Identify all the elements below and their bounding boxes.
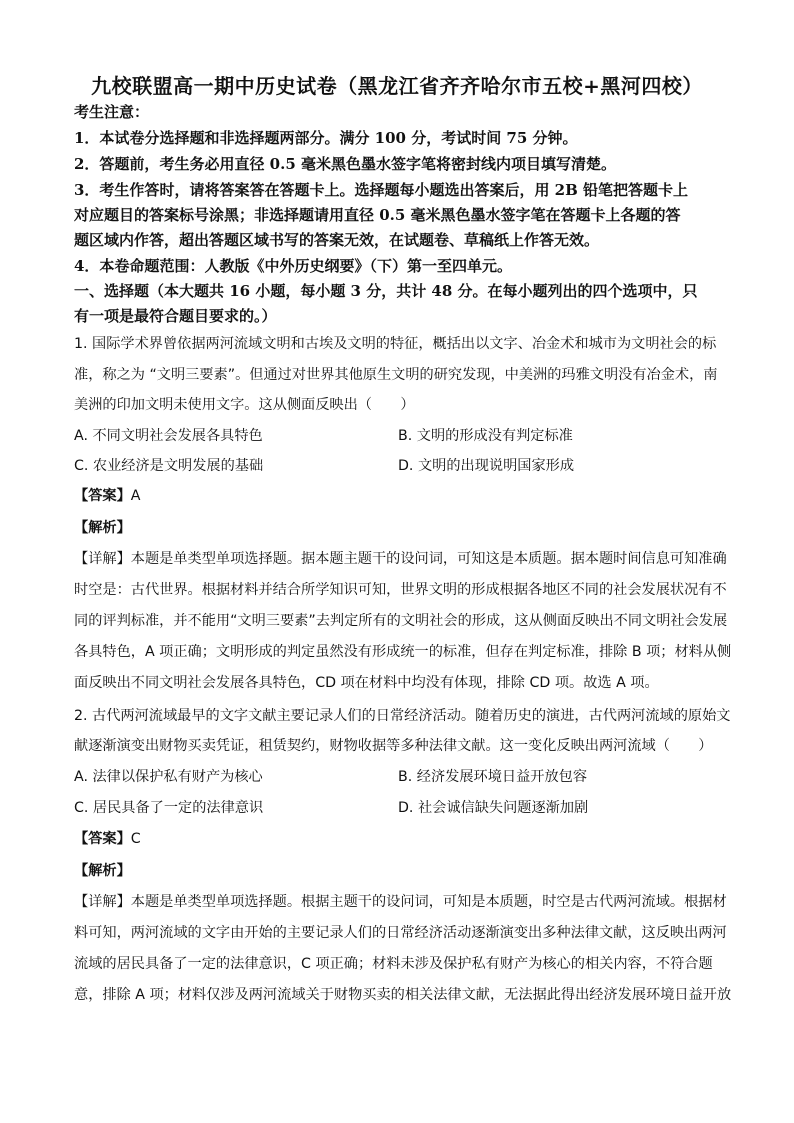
q1-detail-line-3: 同的评判标准，并不能用“文明三要素”去判定所有的文明社会的形成，这从侧面反映出不同文明社会发展 [74, 613, 728, 629]
q2-detail-line-2: 料可知，两河流域的文字由开始的主要记录人们的日常经济活动逐渐演变出多种法律文献，这反映出两河 [74, 925, 727, 941]
q1-analysis-label: 【解析】 [74, 520, 131, 536]
q2-detail-line-4: 意，排除 A 项；材料仅涉及两河流域关于财物买卖的相关法律文献，无法据此得出经济发展环境日益开放 [74, 987, 732, 1003]
page-title: 九校联盟高一期中历史试卷（黑龙江省齐齐哈尔市五校+黑河四校） [91, 74, 703, 98]
notice-line-4: 对应题目的答案标号涂黑；非选择题请用直径 0.5 毫米黑色墨水签字笔在答题卡上各题的答 [74, 206, 681, 224]
notice-line-3: 3．考生作答时，请将答案答在答题卡上。选择题每小题选出答案后，用 2B 铅笔把答题卡上 [74, 181, 689, 199]
notice-line-2: 2．答题前，考生务必用直径 0.5 毫米黑色墨水签字笔将密封线内项目填写清楚。 [74, 155, 616, 173]
q2-answer-label: 【答案】 [74, 831, 131, 847]
q1-answer-value: A [130, 488, 141, 504]
q2-option-c: C. 居民具备了一定的法律意识 [74, 800, 264, 816]
q1-option-a: A. 不同文明社会发展各具特色 [74, 428, 263, 444]
q2-option-a: A. 法律以保护私有财产为核心 [74, 769, 263, 785]
q1-option-c: C. 农业经济是文明发展的基础 [74, 458, 264, 474]
q1-detail-line-2: 时空是：古代世界。根据材料并结合所学知识可知，世界文明的形成根据各地区不同的社会发展状况有不 [74, 582, 727, 598]
q2-stem-line-1: 2. 古代两河流域最早的文字文献主要记录人们的日常经济活动。随着历史的演进，古代两河流域的原始文 [74, 708, 731, 724]
q1-option-b: B. 文明的形成没有判定标准 [398, 428, 573, 444]
notice-line-5: 题区域内作答，超出答题区域书写的答案无效，在试题卷、草稿纸上作答无效。 [74, 231, 600, 249]
section-heading-line-1: 一、选择题（本大题共 16 小题，每小题 3 分，共计 48 分。在每小题列出的四个选项中，只 [74, 282, 698, 300]
q1-stem-line-3: 美洲的印加文明未使用文字。这从侧面反映出（ ） [74, 397, 415, 413]
q2-analysis [74, 861, 131, 881]
q1-detail-line-4: 各具特色，A 项正确；文明形成的判定虽然没有形成统一的标准，但存在判定标准，排除 B 项；材料从侧 [74, 644, 732, 660]
q1-answer-label: 【答案】 [74, 488, 131, 504]
q2-detail-line-3: 流域的居民具备了一定的法律意识，C 项正确；材料未涉及保护私有财产为核心的相关内容，不符合题 [74, 956, 713, 972]
section-heading-line-2: 有一项是最符合题目要求的。） [74, 307, 277, 325]
q1-analysis [74, 518, 131, 538]
q2-stem-line-2: 献逐渐演变出财物买卖凭证，租赁契约，财物收据等多种法律文献。这一变化反映出两河流域（ ） [74, 738, 713, 754]
notice-heading: 考生注意： [74, 103, 150, 121]
q2-analysis-label: 【解析】 [74, 863, 131, 879]
q2-option-b: B. 经济发展环境日益开放包容 [398, 769, 588, 785]
q1-stem-line-2: 准，称之为 “文明三要素”。但通过对世界其他原生文明的研究发现，中美洲的玛雅文明没有冶金术，南 [74, 367, 718, 383]
q1-option-d: D. 文明的出现说明国家形成 [398, 458, 575, 474]
notice-line-6: 4．本卷命题范围：人教版《中外历史纲要》（下）第一至四单元。 [74, 257, 512, 275]
q2-answer-value: C [130, 831, 141, 847]
q2-answer [74, 829, 141, 849]
q1-answer [74, 486, 140, 506]
q1-stem-line-1: 1. 国际学术界曾依据两河流域文明和古埃及文明的特征，概括出以文字、冶金术和城市为文明社会的标 [74, 336, 717, 352]
notice-line-1: 1．本试卷分选择题和非选择题两部分。满分 100 分，考试时间 75 分钟。 [74, 129, 578, 147]
q1-detail-line-1: 【详解】本题是单类型单项选择题。据本题主题干的设问词，可知这是本质题。据本题时间信息可知准确 [74, 551, 727, 567]
q1-detail-line-5: 面反映出不同文明社会发展各具特色，CD 项在材料中均没有体现，排除 CD 项。故选 A 项。 [74, 675, 659, 691]
q2-detail-line-1: 【详解】本题是单类型单项选择题。根据主题干的设问词，可知是本质题，时空是古代两河流域。根据材 [74, 894, 727, 910]
q2-option-d: D. 社会诚信缺失问题逐渐加剧 [398, 800, 589, 816]
